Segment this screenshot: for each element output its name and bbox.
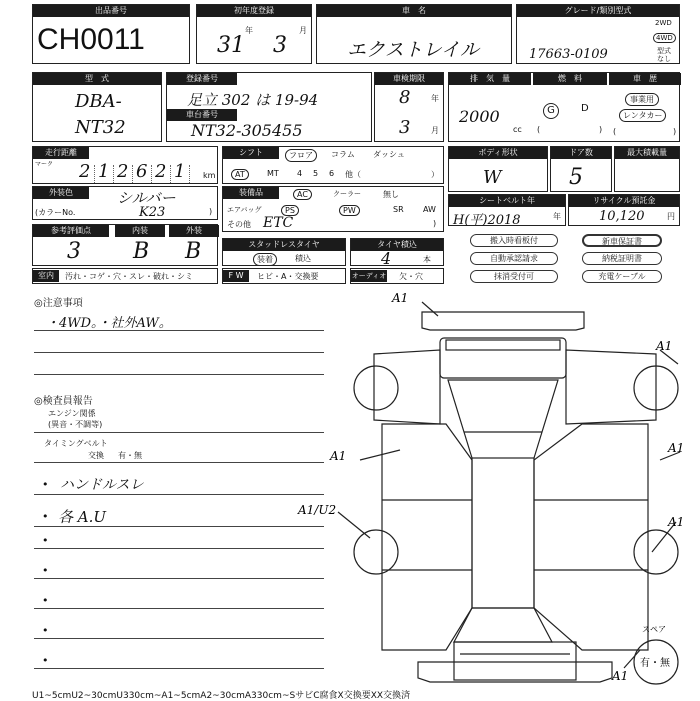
tires-box [350,238,444,266]
recycle-label: リサイクル預託金 [569,195,679,207]
car-name-box [316,4,512,64]
legend-meaning: ~30cm [83,691,117,701]
drive-4wd: 4WD [653,33,676,43]
legend-meaning: ~5cm [173,691,201,701]
fuel-paren-close: ) [599,125,603,134]
history-paren-close: ) [673,127,677,136]
shift-column: コラム [331,150,355,159]
notes-line-1 [34,330,324,331]
doc-warranty: 新車保証書 [582,234,662,247]
fw-label: F W [223,270,249,282]
recycle-box [568,194,680,226]
grade-box [516,4,680,64]
tires-value: 4 [381,249,392,268]
diagram-mark-5: A1 [668,441,685,455]
grade-label: グレード/類別型式 [517,5,679,17]
mileage-digit-separator [170,165,171,183]
mileage-mark-label: マーク [35,161,54,168]
report-bullet-blank: • [42,594,49,607]
seatbelt-label: シートベルト年 [449,195,565,207]
equip-other-label: その他 [227,220,251,229]
damage-legend [32,688,700,700]
recycle-value: 10,120 [599,209,645,224]
door-right [534,424,648,650]
interior-score-label: 内装 [115,225,165,237]
shift-other-close: ） [431,170,439,179]
displacement-label: 排 気 量 [449,73,531,85]
mileage-box [32,146,218,184]
studless-box [222,238,346,266]
report-line-1 [34,494,324,495]
model-line2: NT32 [75,117,126,138]
mileage-digit: 2 [79,161,91,182]
lot-number-box [32,4,190,64]
audio-label: オーディオ [351,272,387,280]
doc-sign: 搬入時看板付 [470,234,558,247]
lot-number-label: 出品番号 [33,5,189,17]
mileage-digit-separator [151,165,152,183]
mileage-digit: 1 [174,161,186,182]
diagram-mark-7: A1 [612,669,629,683]
doc-tax: 納税証明書 [582,252,662,265]
audio-text: 欠・穴 [399,272,423,281]
specs-box [448,72,680,142]
shift-label: シフト [223,147,279,159]
exchange-options: 有・無 [118,451,142,460]
legend-meaning: ~5cm [44,691,72,701]
color-value: シルバー [117,189,176,207]
studless-label: スタッドレスタイヤ [223,239,345,251]
report-line-engine [34,432,324,433]
studless-mounted: 装着 [253,253,277,266]
inspection-year: 8 [399,87,411,108]
fw-text: ヒビ・A・交換要 [257,272,319,281]
legend-code: A3 [244,691,257,701]
report-label: ◎検査員報告 [34,396,93,407]
color-code-label: (カラーNo. [35,208,76,217]
spare-value: 有・無 [640,658,670,669]
chassis-value: NT32-305455 [191,121,303,140]
equipment-box [222,186,444,232]
interior-condition-label: 室内 [33,270,59,282]
doors-box [550,146,612,192]
wheel-front-left [354,366,398,410]
doc-cable: 充電ケーブル [582,270,662,283]
report-bullet-blank: • [42,564,49,577]
mileage-digit-separator [132,165,133,183]
shift-box [222,146,444,184]
legend-code: U1 [32,691,45,701]
report-bullet-blank: • [42,534,49,547]
audio-box [350,268,444,284]
doors-value: 5 [569,165,583,190]
capacity-box [614,146,680,192]
equip-pw: PW [339,205,360,216]
mileage-digit: 6 [136,161,148,182]
mileage-digit: 2 [155,161,167,182]
reg-month: 3 [273,33,287,58]
equip-aw: AW [423,205,436,214]
notes-label: ◎注意事項 [34,298,83,309]
grade-value: 17663-0109 [529,47,608,62]
tires-unit: 本 [423,255,431,264]
legend-code: S [289,691,296,701]
history-label: 車 歴 [609,73,681,85]
hood [440,338,566,378]
inspection-label: 車検期限 [375,73,443,85]
equipment-label: 装備品 [223,187,279,199]
timing-label: タイミングベルト [44,439,108,448]
equip-none: 無し [383,190,399,199]
report-line-2 [34,526,324,527]
report-line-blank [34,578,324,579]
body-shape-value: W [483,167,502,188]
legend-meaning: 腐食 [319,691,338,701]
interior-condition-text: 汚れ・コゲ・穴・スレ・破れ・シミ [65,272,193,281]
history-rental: レンタカー [619,109,666,122]
legend-meaning: 30cm~ [128,691,162,701]
report-line-blank [34,608,324,609]
recycle-unit: 円 [667,212,675,221]
inspection-year-unit: 年 [431,94,439,103]
capacity-label: 最大積載量 [615,147,679,159]
mileage-digit: 2 [117,161,129,182]
model-box [32,72,162,142]
first-registration-label: 初年度登録 [197,5,311,17]
wheel-rear-right [634,530,678,574]
color-box [32,186,218,220]
tires-label: タイヤ積込 [351,239,443,251]
lot-number-value: CH0011 [37,23,145,56]
front-fender-left [374,350,440,424]
legend-code: A1 [161,691,174,701]
legend-code: XX [370,691,384,701]
model-line1: DBA- [75,91,122,112]
diagram-mark-3: A1 [330,449,347,463]
fuel-d: D [581,103,589,114]
car-damage-diagram [298,290,700,688]
body-shape-label: ボディ形状 [449,147,547,159]
engine-label: エンジン関係 [48,409,96,418]
legend-meaning: ~30cm [212,691,245,701]
mileage-digit-separator [94,165,95,183]
shift-mt: MT [267,169,279,178]
model-label: 型 式 [33,73,161,85]
legend-meaning: 交換要 [343,691,371,701]
equip-cooler: クーラー [333,190,361,198]
wheel-rear-left [354,530,398,574]
report-bullet-2: • [42,510,49,523]
reg-year-unit: 年 [245,26,253,35]
notes-line-2 [34,352,324,353]
trunk [454,642,576,680]
car-name-value: エクストレイル [347,39,479,61]
legend-code: U3 [116,691,129,701]
roof [472,458,534,608]
legend-code: C [313,691,320,701]
registration-box [166,72,372,142]
drive-none: 型式なし [657,47,671,63]
body-shape-box [448,146,548,192]
studless-loaded: 積込 [295,254,311,263]
mileage-digit: 1 [98,161,110,182]
drive-2wd: 2WD [655,19,672,27]
legend-meaning: 30cm~ [256,691,290,701]
equip-other-close: ) [433,219,437,228]
legend-code: U2 [71,691,84,701]
report-line-blank [34,668,324,669]
equip-other-value: ETC [263,215,294,231]
doors-label: ドア数 [551,147,611,159]
displacement-unit: cc [513,125,522,134]
registration-label: 登録番号 [167,73,237,85]
shift-5: 5 [313,169,319,178]
fw-box [222,268,346,284]
rear-window [454,608,552,642]
notes-line-3 [34,374,324,375]
color-code-close: ) [209,207,213,216]
door-left [382,424,472,650]
report-line-blank [34,638,324,639]
reg-month-unit: 月 [299,26,307,35]
first-registration-box [196,4,312,64]
front-fender-right [566,350,656,424]
report-line-blank [34,548,324,549]
exterior-score-value: B [185,239,202,264]
engine-sub: (異音・不調等) [48,420,103,429]
interior-score-value: B [133,239,150,264]
inspection-month-unit: 月 [431,126,439,135]
history-paren-open: ( [613,127,617,136]
color-code-value: K23 [139,205,166,220]
fuel-paren-open: ( [537,125,541,134]
legend-code: X [337,691,344,701]
inspection-box [374,72,444,142]
seatbelt-value: H(平)2018 [453,213,521,228]
exterior-score-label: 外装 [169,225,219,237]
front-bumper [422,312,584,330]
seatbelt-box [448,194,566,226]
diagram-mark-6: A1 [668,515,685,529]
history-commercial: 事業用 [625,93,659,106]
mileage-unit: km [203,171,216,180]
inspection-month: 3 [399,117,411,138]
reg-year: 31 [217,33,245,58]
scores-box [32,224,218,266]
registration-value: 足立 302 は 19-94 [187,91,319,109]
report-line-timing [34,462,324,463]
displacement-value: 2000 [459,107,500,126]
report-bullet-1: • [42,478,49,491]
exchange-label: 交換 [88,451,104,460]
report-item-2: 各 A.U [58,508,107,526]
fuel-label: 燃 料 [533,73,607,85]
ref-score-value: 3 [67,239,81,264]
notes-value: ・4WD。・社外AW。 [46,316,172,331]
shift-at: AT [231,169,249,180]
mileage-digit-separator [113,165,114,183]
doc-auto-approve: 自動承認請求 [470,252,558,265]
report-bullet-blank: • [42,624,49,637]
diagram-mark-2: A1 [656,339,673,353]
report-bullet-blank: • [42,654,49,667]
mileage-digit-separator [189,165,190,183]
fuel-g: G [543,103,559,119]
shift-other: 他（ [345,170,361,179]
color-label: 外装色 [33,187,89,199]
rear-bumper [418,662,612,682]
interior-condition-box [32,268,218,284]
shift-4: 4 [297,169,303,178]
report-item-1: ハンドルスレ [60,477,144,493]
shift-dash: ダッシュ [373,150,405,159]
legend-meaning: サビ [295,691,314,701]
equip-airbag: エアバッグ [227,206,262,214]
diagram-mark-1: A1 [392,291,409,305]
seatbelt-unit: 年 [553,212,561,221]
spare-label: スペア [642,625,666,634]
shift-floor: フロア [285,149,317,162]
chassis-label: 車台番号 [167,109,237,121]
legend-code: A2 [200,691,213,701]
doc-cancel: 抹消受付可 [470,270,558,283]
equip-ps: PS [281,205,299,216]
equip-sr: SR [393,205,404,214]
car-name-label: 車 名 [317,5,511,17]
windshield [448,380,558,432]
diagram-mark-4: A1/U2 [298,503,337,517]
equip-ac: AC [293,189,312,200]
legend-meaning: 交換済 [383,691,411,701]
mileage-label: 走行距離 [33,147,89,159]
shift-6: 6 [329,169,335,178]
ref-score-label: 参考評価点 [33,225,109,237]
